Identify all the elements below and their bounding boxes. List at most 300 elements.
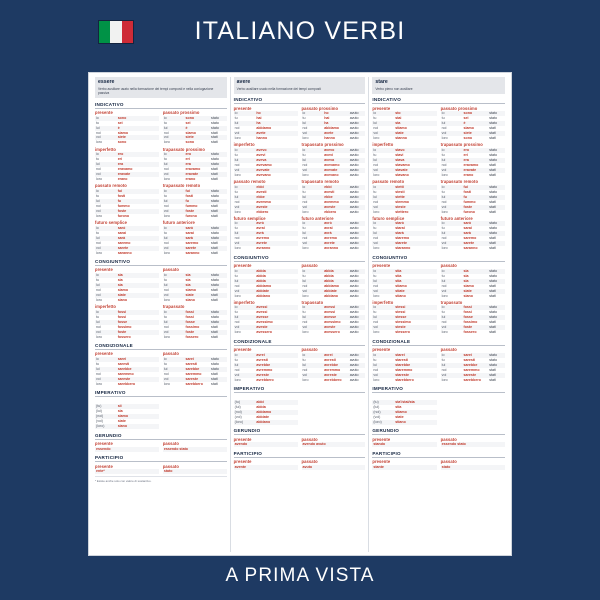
auxiliary-cell: siete (463, 131, 489, 136)
tense-pair-row (234, 262, 366, 299)
verb-form-cell: saranno (117, 250, 132, 255)
pronoun-cell: voi (302, 241, 324, 246)
participle-cell: stati (211, 167, 218, 172)
pronoun-cell: noi (373, 199, 379, 204)
tense-label: presente (233, 105, 252, 111)
conjugation-table (234, 185, 298, 215)
pronoun-cell: lui (441, 195, 463, 200)
auxiliary-cell: fosse (463, 315, 489, 320)
pronoun-cell: noi (441, 126, 447, 131)
conjugation-table (302, 111, 366, 141)
verb-form-cell: stiamo (395, 126, 407, 131)
auxiliary-cell: sarà (463, 231, 489, 236)
tense-label: passato (162, 463, 179, 469)
verb-form-cell: ebbi (255, 185, 297, 190)
tense-block (163, 182, 227, 219)
conjugation-table (95, 310, 159, 340)
pronoun-cell: tu (96, 314, 99, 319)
verb-form-cell: fossimo (117, 324, 132, 329)
participle-cell: avuto (349, 377, 359, 382)
verb-form-cell: avevano (256, 172, 271, 177)
participle-cell: stato (488, 279, 505, 284)
participle-cell: stato (488, 195, 505, 200)
pronoun-cell: (noi) (234, 410, 256, 415)
participle-cell: stato (489, 226, 498, 231)
table-row (95, 382, 159, 387)
verb-form-cell: erano (117, 177, 128, 182)
participle-cell: stati (489, 236, 496, 241)
pronoun-cell: io (372, 185, 394, 190)
verb-form-cell: siate (117, 293, 159, 298)
participle-cell: stato (210, 116, 227, 121)
conjugation-table (441, 221, 505, 251)
participle-cell: stati (211, 250, 218, 255)
verb-form-cell: abbiano (255, 420, 297, 425)
table-row (302, 465, 366, 470)
pronoun-cell: lui (234, 279, 256, 284)
auxiliary-cell: fosti (463, 189, 472, 194)
tense-pair-row (234, 141, 366, 178)
auxiliary-cell: aveste (323, 325, 349, 330)
pronoun-cell: io (163, 310, 185, 315)
auxiliary-cell: sia (463, 273, 469, 278)
tense-pair-row (95, 440, 227, 452)
verb-form-cell: stettero (395, 209, 409, 214)
pronoun-cell: (lui) (234, 405, 241, 410)
pronoun-cell: noi (441, 283, 447, 288)
pronoun-cell: io (441, 111, 463, 116)
tense-block (95, 182, 159, 219)
verb-form-cell: stando (372, 442, 436, 447)
pronoun-cell: io (441, 353, 463, 358)
table-row (234, 378, 298, 383)
auxiliary-cell: sia (463, 269, 489, 274)
pronoun-cell: tu (234, 153, 238, 158)
pronoun-cell: voi (163, 246, 185, 251)
pronoun-cell: tu (234, 226, 238, 231)
participle-cell: stato (211, 278, 219, 282)
verb-column-stare (369, 77, 508, 552)
verb-form-cell: essendo (95, 447, 159, 452)
conjugation-table (163, 310, 227, 340)
pronoun-cell: noi (163, 130, 169, 135)
verb-form-cell: aveste (255, 325, 297, 330)
tense-label: futuro anteriore (440, 215, 473, 221)
pronoun-cell: noi (373, 162, 379, 167)
pronoun-cell: noi (441, 320, 447, 325)
participle-cell: stati (211, 177, 218, 182)
pronoun-cell: voi (95, 135, 117, 140)
participle-cell: stato (210, 273, 227, 278)
verb-form-cell: furono (117, 213, 130, 218)
mood-heading-indicativo: INDICATIVO (95, 100, 227, 109)
tense-label: imperfetto (95, 304, 117, 310)
tense-label: presente (372, 347, 391, 353)
pronoun-cell: io (234, 221, 256, 226)
table-row (302, 442, 366, 447)
auxiliary-cell: avessi (324, 310, 336, 315)
conjugation-table (441, 442, 505, 447)
pronoun-cell: noi (302, 162, 308, 167)
pronoun-cell: (loro) (372, 420, 394, 425)
verb-form-cell: stiamo (395, 283, 407, 288)
pronoun-cell: lui (372, 231, 394, 236)
verb-column-avere (231, 77, 370, 552)
verb-description: Verbo ausiliare usato nella formazione dei tempi composti (236, 86, 321, 91)
participle-cell: avuto (349, 310, 359, 315)
mood-heading-participio: PARTICIPIO (95, 454, 227, 463)
verb-column-essere (92, 77, 231, 552)
pronoun-cell: loro (96, 250, 102, 255)
pronoun-cell: tu (96, 157, 99, 162)
pronoun-cell: io (234, 111, 256, 116)
tense-label: presente (233, 347, 252, 353)
auxiliary-cell: foste (185, 330, 211, 335)
auxiliary-cell: saremo (185, 240, 199, 245)
verb-form-cell: sta'/stai/sta (394, 400, 436, 405)
pronoun-cell: noi (373, 236, 379, 241)
tense-pair-row (234, 458, 366, 470)
participle-cell: stato (211, 314, 219, 319)
participle-cell: avuto (349, 116, 359, 121)
tense-label: passato (301, 459, 318, 465)
auxiliary-cell: avremmo (324, 367, 341, 372)
pronoun-cell: tu (163, 120, 167, 125)
verb-form-cell: stia (394, 279, 436, 284)
verb-form-cell: abbi (255, 400, 297, 405)
mood-heading-gerundio: GERUNDIO (95, 431, 227, 440)
pronoun-cell: tu (234, 116, 238, 121)
verb-form-cell: abbiano (256, 293, 271, 298)
pronoun-cell: io (372, 148, 394, 153)
tense-pair-row (234, 393, 366, 425)
verb-form-cell: abbiamo (256, 283, 272, 288)
pronoun-cell: voi (372, 241, 394, 246)
pronoun-cell: loro (163, 334, 170, 339)
verb-form-cell: sono (117, 140, 127, 145)
tense-block (234, 393, 298, 425)
tense-block (234, 346, 298, 383)
verb-form-cell: stavo (394, 148, 436, 153)
verb-form-cell: starà (394, 231, 436, 236)
participle-cell: stati (489, 209, 496, 214)
verb-form-cell: stessi (394, 305, 436, 310)
tense-block (95, 303, 159, 340)
pronoun-cell: noi (96, 240, 101, 245)
conjugation-table (95, 469, 159, 474)
tense-label: passato (301, 347, 318, 353)
pronoun-cell: loro (96, 140, 102, 145)
pronoun-cell: noi (96, 203, 101, 208)
pronoun-cell: lui (163, 162, 185, 167)
mood-heading-congiuntivo: CONGIUNTIVO (234, 253, 366, 262)
pronoun-cell: tu (441, 310, 445, 315)
pronoun-cell: tu (373, 310, 377, 315)
auxiliary-cell: sarà (185, 236, 211, 241)
verb-form-cell: saremo (117, 240, 131, 245)
auxiliary-cell: fossi (463, 310, 472, 315)
pronoun-cell: loro (96, 381, 102, 386)
tense-pair-row (95, 397, 227, 429)
conjugation-table (95, 189, 159, 219)
participle-cell: avuto (349, 279, 366, 284)
auxiliary-cell: avevate (323, 168, 349, 173)
verb-form-cell: avessero (256, 330, 272, 335)
pronoun-cell: loro (96, 177, 102, 182)
tense-label (234, 393, 298, 400)
auxiliary-cell: avrò (323, 221, 349, 226)
participle-cell: stati (211, 324, 218, 329)
table-row (234, 442, 298, 447)
pronoun-cell: loro (441, 246, 448, 251)
auxiliary-cell: fu (463, 195, 489, 200)
verb-form-cell: siamo (117, 130, 129, 135)
verb-form-cell: siete (117, 135, 159, 140)
participle-cell: stato (210, 320, 227, 325)
participle-cell: stati (211, 371, 218, 376)
mood-heading-gerundio: GERUNDIO (372, 427, 505, 436)
participle-cell: avuto (349, 305, 366, 310)
tense-block (441, 346, 505, 383)
participle-cell: stato (211, 120, 219, 125)
pronoun-cell: tu (163, 230, 167, 235)
auxiliary-cell: siamo (185, 130, 196, 135)
conjugation-table (441, 111, 505, 141)
auxiliary-cell: furono (463, 209, 475, 214)
tense-pair-row (95, 266, 227, 303)
table-row (95, 424, 159, 429)
pronoun-cell: (voi) (234, 414, 242, 419)
pronoun-cell: voi (95, 293, 117, 298)
pronoun-cell: lui (95, 283, 117, 288)
verb-form-cell: avuto (302, 465, 366, 470)
tense-label: trapassato (162, 304, 185, 310)
auxiliary-cell: sono (185, 140, 195, 145)
table-row (234, 465, 298, 470)
verb-form-cell: stato (163, 469, 227, 474)
conjugation-table (302, 465, 366, 470)
verb-form-cell: avendo (234, 442, 298, 447)
verb-form-cell: sarò (117, 226, 159, 231)
auxiliary-cell: siate (463, 289, 489, 294)
pronoun-cell: noi (373, 126, 379, 131)
pronoun-cell: noi (373, 320, 379, 325)
verb-form-cell: avreste (255, 373, 297, 378)
tense-block (163, 462, 227, 474)
pronoun-cell: loro (302, 136, 309, 141)
conjugation-table (302, 221, 366, 251)
auxiliary-cell: sarò (463, 221, 489, 226)
verb-form-cell: ente* (95, 469, 159, 474)
verb-form-cell: avremmo (256, 367, 273, 372)
participle-cell: avuto (349, 289, 366, 294)
pronoun-cell: loro (234, 377, 241, 382)
pronoun-cell: noi (234, 367, 240, 372)
participle-cell: stato (211, 157, 219, 162)
table-row (441, 378, 505, 383)
pronoun-cell: io (372, 353, 394, 358)
conjugation-table (372, 185, 436, 215)
tense-pair-row (95, 145, 227, 182)
pronoun-cell: voi (441, 241, 463, 246)
pronoun-cell: voi (372, 168, 394, 173)
verb-table-sheet (88, 72, 512, 556)
pronoun-cell: io (234, 305, 256, 310)
auxiliary-cell: saranno (463, 246, 478, 251)
auxiliary-cell: siano (463, 293, 473, 298)
auxiliary-cell: ha (323, 121, 349, 126)
conjugation-table (441, 269, 505, 299)
tense-pair-row (372, 104, 505, 141)
pronoun-cell: noi (441, 236, 447, 241)
pronoun-cell: loro (373, 246, 380, 251)
participle-cell: stato (211, 362, 219, 366)
conjugation-table (372, 353, 436, 383)
auxiliary-cell: sarò (185, 226, 211, 231)
conjugation-table (372, 269, 436, 299)
tense-pair-row (234, 346, 366, 383)
poster-header (0, 0, 600, 62)
pronoun-cell: tu (96, 194, 99, 198)
verb-form-cell: avemmo (256, 199, 271, 204)
auxiliary-cell: fossero (463, 330, 477, 335)
participle-cell: stati (210, 209, 227, 214)
verb-header (372, 77, 505, 94)
participle-cell: stati (488, 168, 505, 173)
verb-form-cell: ebbe (255, 195, 297, 200)
verb-description: Verbo pieno non ausiliare (375, 86, 413, 91)
verb-form-cell: foste (117, 330, 159, 335)
auxiliary-cell: avessero (324, 330, 340, 335)
verb-form-cell: stiamo (394, 410, 436, 415)
participle-cell: stato (210, 236, 227, 241)
flag-stripe-green (99, 21, 110, 43)
pronoun-cell: io (441, 221, 463, 226)
tense-pair-row (95, 462, 227, 474)
table-row (441, 442, 505, 447)
tense-block (234, 214, 298, 251)
verb-form-cell: essendo stato (441, 442, 505, 447)
auxiliary-cell: sareste (463, 373, 489, 378)
conjugation-table (302, 353, 366, 383)
verb-form-cell: sarei (117, 357, 159, 362)
verb-form-cell: stesse (394, 315, 436, 320)
table-row (441, 465, 505, 470)
tense-block (302, 214, 366, 251)
participle-cell: avuto (349, 126, 359, 131)
pronoun-cell: io (234, 269, 256, 274)
pronoun-cell: lui (95, 199, 117, 204)
participle-cell: stato (210, 357, 227, 362)
pronoun-cell: tu (96, 362, 99, 366)
tense-label: passato remoto (372, 179, 405, 185)
verb-form-cell: avrò (255, 221, 297, 226)
verb-form-cell: ha (255, 121, 297, 126)
pronoun-cell: loro (302, 246, 309, 251)
participle-cell: stati (211, 297, 218, 302)
tense-block (95, 350, 159, 387)
auxiliary-cell: foste (463, 325, 489, 330)
conjugation-table (302, 305, 366, 335)
pronoun-cell: loro (302, 293, 309, 298)
tense-label: presente (372, 105, 391, 111)
participle-cell: stato (210, 199, 227, 204)
participle-cell: stati (489, 199, 496, 204)
participle-cell: stati (211, 287, 218, 292)
participle-cell: stato (489, 116, 498, 121)
tense-label: imperfetto (95, 146, 117, 152)
tense-block (163, 350, 227, 387)
pronoun-cell: loro (234, 172, 241, 177)
conjugation-table (302, 148, 366, 178)
verb-form-cell: abbia (255, 279, 297, 284)
tense-block (95, 462, 159, 474)
participle-cell: avuto (349, 246, 359, 251)
pronoun-cell: noi (373, 283, 379, 288)
auxiliary-cell: fosse (185, 320, 211, 325)
verb-form-cell: avevi (256, 153, 266, 158)
verb-form-cell: sii (117, 404, 159, 409)
auxiliary-cell: avreste (323, 373, 349, 378)
participle-cell: stato (489, 357, 498, 362)
verb-form-cell: sia (117, 278, 123, 282)
pronoun-cell: loro (96, 334, 102, 339)
page-title: ITALIANO VERBI (194, 16, 406, 45)
verb-form-cell: era (117, 162, 159, 167)
tense-pair-row (372, 214, 505, 251)
conjugation-table (163, 226, 227, 256)
tense-pair-row (372, 298, 505, 335)
pronoun-cell: loro (163, 297, 170, 302)
pronoun-cell: voi (441, 289, 463, 294)
tense-block (372, 262, 436, 299)
pronoun-cell: tu (234, 273, 238, 278)
verb-form-cell: fosse (117, 320, 159, 325)
tense-pair-row (372, 458, 505, 470)
verb-form-cell: siano (117, 297, 128, 302)
verb-form-cell: stessero (395, 330, 410, 335)
participle-cell: stati (488, 241, 505, 246)
verb-form-cell: avevo (255, 148, 297, 153)
participle-cell: stato (488, 158, 505, 163)
pronoun-cell: noi (441, 367, 447, 372)
auxiliary-cell: avranno (324, 246, 339, 251)
participle-cell: stati (211, 140, 218, 145)
pronoun-cell: noi (441, 162, 447, 167)
auxiliary-cell: ebbe (323, 195, 349, 200)
pronoun-cell: noi (373, 367, 379, 372)
tense-block (95, 219, 159, 256)
pronoun-cell: (loro) (95, 424, 117, 429)
pronoun-cell: io (95, 189, 117, 194)
tense-label: passato (440, 436, 457, 442)
tense-block (372, 141, 436, 178)
participle-cell: stato (210, 162, 227, 167)
conjugation-table (372, 442, 436, 447)
verb-form-cell: staremmo (395, 367, 413, 372)
verb-form-cell: avevamo (256, 162, 272, 167)
auxiliary-cell: abbiate (323, 289, 349, 294)
pronoun-cell: tu (302, 116, 306, 121)
participle-cell: stati (210, 330, 227, 335)
tense-pair-row (372, 435, 505, 447)
verb-form-cell: starò (394, 221, 436, 226)
pronoun-cell: loro (441, 330, 448, 335)
pronoun-cell: tu (302, 357, 306, 362)
participle-cell: stati (489, 367, 496, 372)
auxiliary-cell: abbia (324, 273, 334, 278)
poster-footer (0, 552, 600, 600)
